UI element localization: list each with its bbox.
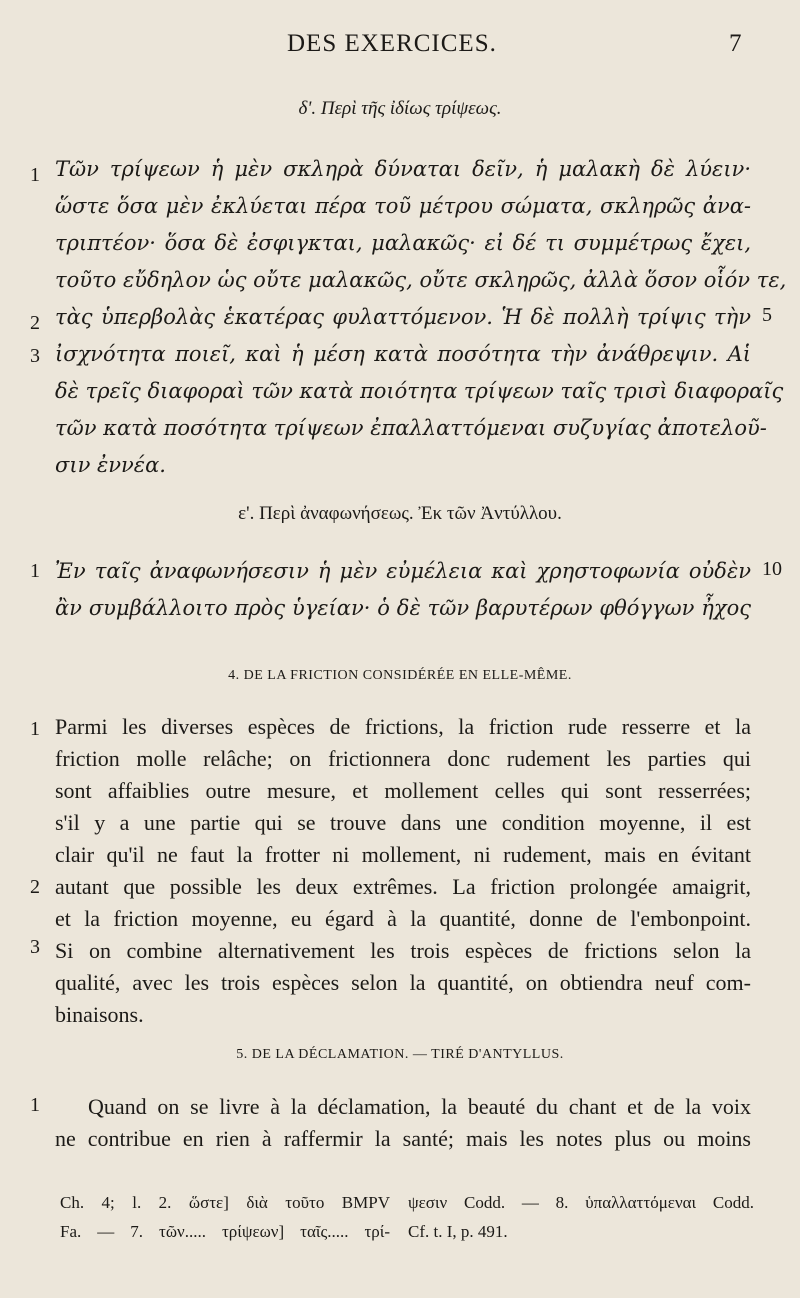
french-line: autant que possible les deux extrêmes. La friction prolongée amaigrit, [55,874,751,899]
footnote-line: ψεσιν Codd. — 8. ὑπαλλαττόμεναι Codd. [408,1193,754,1212]
french-line: binaisons. [55,1002,144,1027]
french-line: sont affaiblies outre mesure, et mollement celles qui sont resserrées; [55,778,751,803]
greek-line: τὰς ὑπερβολὰς ἑκατέρας φυλαττόμενον. Ἡ δὲ πολλὴ τρίψις τὴν [55,305,751,329]
french-line: s'il y a une partie qui se trouve dans une condition moyenne, il est [55,810,751,835]
margin-number: 2 [30,876,40,898]
greek-line: σιν ἐννέα. [55,453,166,477]
french-heading-4: 4. DE LA FRICTION CONSIDÉRÉE EN ELLE-MÊME. [228,668,572,683]
margin-number: 1 [30,1094,40,1116]
french-line: clair qu'il ne faut la frotter ni mollement, ni rudement, mais en évitant [55,842,751,867]
french-line: Si on combine alternativement les trois espèces de frictions selon la [55,938,751,963]
page-header [0,30,800,64]
greek-line: τῶν κατὰ ποσότητα τρίψεων ἐπαλλαττόμεναι συζυγίας ἀποτελοῦ- [55,416,767,440]
french-line: Parmi les diverses espèces de frictions, la friction rude resserre et la [55,714,751,739]
french-line: Quand on se livre à la déclamation, la beauté du chant et de la voix [88,1094,751,1119]
french-line: et la friction moyenne, eu égard à la quantité, donne de l'embonpoint. [55,906,751,931]
margin-number: 1 [30,164,40,186]
margin-number: 1 [30,560,40,582]
margin-number: 3 [30,345,40,367]
french-heading-5: 5. DE LA DÉCLAMATION. — TIRÉ D'ANTYLLUS. [236,1047,564,1062]
margin-number: 3 [30,936,40,958]
greek-heading-epsilon: ε'. Περὶ ἀναφωνήσεως. Ἐκ τῶν Ἀντύλλου. [238,503,562,524]
greek-line: δὲ τρεῖς διαφοραὶ τῶν κατὰ ποιότητα τρίψεων ταῖς τρισὶ διαφοραῖς [55,379,784,403]
greek-line: ἂν συμβάλλοιτο πρὸς ὑγείαν· ὁ δὲ τῶν βαρυτέρων φθόγγων ἦχος [55,596,751,620]
french-line: qualité, avec les trois espèces selon la quantité, on obtiendra neuf com- [55,970,751,995]
margin-number: 1 [30,718,40,740]
greek-line: ἰσχνότητα ποιεῖ, καὶ ἡ μέση κατὰ ποσότητα τὴν ἀνάθρεψιν. Αἱ [55,342,751,366]
greek-line: Ἐν ταῖς ἀναφωνήσεσιν ἡ μὲν εὐμέλεια καὶ χρηστοφωνία οὐδὲν [55,559,751,583]
greek-line: ὥστε ὅσα μὲν ἐκλύεται πέρα τοῦ μέτρου σώματα, σκληρῶς ἀνα- [55,194,751,218]
french-line: friction molle relâche; on frictionnera donc rudement les parties qui [55,746,751,771]
line-number: 5 [762,304,772,326]
french-line: ne contribue en rien à raffermir la santé; mais les notes plus ou moins [55,1126,751,1151]
greek-heading-delta: δ'. Περὶ τῆς ἰδίως τρίψεως. [298,98,502,119]
greek-line: τριπτέον· ὅσα δὲ ἐσφιγκται, μαλακῶς· εἰ δέ τι συμμέτρως ἔχει, [55,231,751,255]
footnote-line: Cf. t. I, p. 491. [408,1222,508,1241]
running-title: DES EXERCICES. [287,30,497,57]
greek-line: Τῶν τρίψεων ἡ μὲν σκληρὰ δύναται δεῖν, ἡ μαλακὴ δὲ λύειν· [55,157,751,181]
greek-line: τοῦτο εὔδηλον ὡς οὔτε μαλακῶς, οὔτε σκληρῶς, ἀλλὰ ὅσον οἷόν τε, [55,268,787,292]
line-number: 10 [762,558,782,580]
footnote-line: Fa. — 7. τῶν..... τρίψεων] ταῖς..... τρί- [60,1222,390,1241]
margin-number: 2 [30,312,40,334]
page-number: 7 [729,30,742,57]
footnote-line: Ch. 4; l. 2. ὥστε] διὰ τοῦτο BMPV [60,1193,390,1212]
